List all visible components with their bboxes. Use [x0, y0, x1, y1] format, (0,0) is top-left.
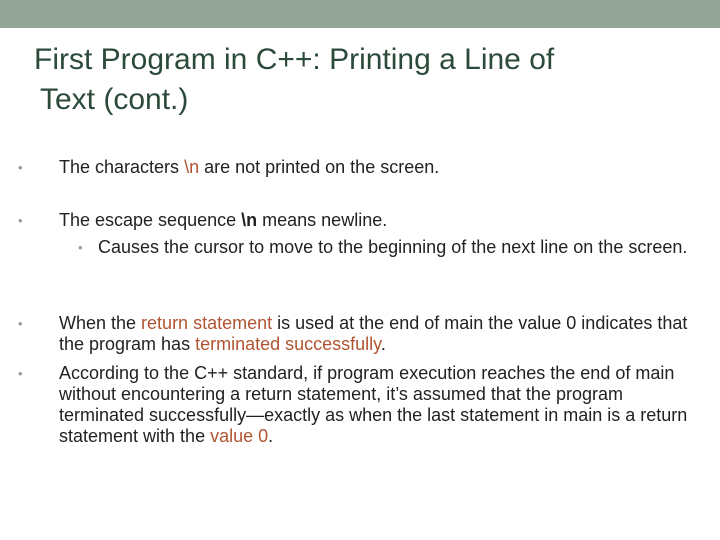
title-line-2: Text (cont.) [40, 83, 189, 116]
terminated-successfully-term: terminated successfully [195, 334, 381, 354]
value-0-term: value 0 [210, 426, 269, 446]
bullet-1-text [59, 157, 698, 178]
bullet-2-code: \n [241, 210, 258, 230]
bullet-icon: • [18, 160, 23, 175]
bullet-2-sub-text: Causes the cursor to move to the beginning of the next line on the screen. [98, 237, 688, 257]
bullet-2 [18, 210, 698, 231]
bullet-3-mid: is used at the end of main the value 0 indicates that the program has [59, 313, 688, 354]
return-statement-term: return statement [141, 313, 273, 333]
bullet-2-post: means newline. [257, 210, 388, 230]
bullet-4-text [59, 363, 698, 447]
bullet-1-pre: The characters [59, 157, 185, 177]
bullet-icon: • [18, 213, 23, 228]
bullet-3 [18, 313, 698, 355]
bullet-3-pre: When the [59, 313, 142, 333]
bullet-icon: • [18, 366, 23, 381]
bullet-3-text [59, 313, 698, 355]
bullet-icon: • [18, 316, 23, 331]
title-line-1: First Program in C++: Printing a Line of [34, 43, 555, 76]
bullet-4-pre: According to the C++ standard, if program execution reaches the end of main without encountering a return statement, it’s assumed that the program terminated successfully—exactly as when the last statement in main is a return statement with the [59, 363, 688, 446]
bullet-2-pre: The escape sequence [59, 210, 242, 230]
bullet-4 [18, 363, 698, 447]
top-banner [0, 0, 720, 28]
bullet-2-sub [78, 237, 698, 258]
bullet-1 [18, 157, 698, 178]
bullet-1-post: are not printed on the screen. [199, 157, 440, 177]
bullet-1-code: \n [184, 157, 200, 177]
bullet-4-post: . [268, 426, 274, 446]
slide-title [34, 40, 674, 120]
bullet-2-text [59, 210, 698, 231]
bullet-icon: • [78, 240, 83, 255]
bullet-3-post: . [380, 334, 386, 354]
